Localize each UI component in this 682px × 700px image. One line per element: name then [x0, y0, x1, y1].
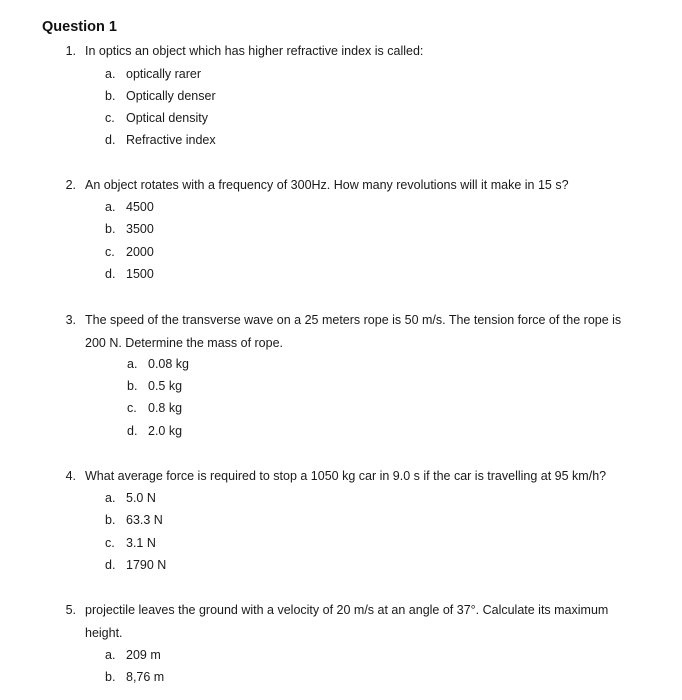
option-text: Optically denser — [126, 89, 216, 103]
option-text: 3500 — [126, 222, 154, 236]
option-item — [127, 401, 182, 415]
option-letter: b. — [105, 670, 116, 684]
option-item — [105, 513, 163, 527]
option-letter: c. — [105, 536, 115, 550]
option-item — [105, 245, 154, 259]
question-number: 3. — [65, 313, 76, 327]
option-letter: a. — [105, 648, 116, 662]
option-text: Optical density — [126, 111, 208, 125]
option-item — [127, 357, 189, 371]
option-letter: b. — [105, 89, 116, 103]
option-letter: a. — [105, 67, 116, 81]
question-number: 1. — [65, 44, 76, 58]
option-item — [105, 222, 154, 236]
option-letter: d. — [105, 558, 116, 572]
question-text: An object rotates with a frequency of 300Hz. How many revolutions will it make in 15 s? — [85, 178, 569, 192]
question-text-line-1: The speed of the transverse wave on a 25 meters rope is 50 m/s. The tension force of the rope is — [85, 313, 622, 327]
option-text: 1500 — [126, 267, 154, 281]
option-letter: b. — [127, 379, 138, 393]
option-text: 2.0 kg — [148, 424, 183, 438]
option-item — [105, 133, 216, 147]
option-text: 0.8 kg — [148, 401, 183, 415]
option-item — [127, 424, 182, 438]
option-text: 0.5 kg — [148, 379, 183, 393]
option-letter: b. — [105, 513, 116, 527]
option-item — [105, 111, 208, 125]
question-text: In optics an object which has higher refractive index is called: — [85, 44, 424, 58]
option-text: 2000 — [126, 245, 154, 259]
option-item — [105, 670, 164, 684]
option-text: 63.3 N — [126, 513, 163, 527]
option-text: 3.1 N — [126, 536, 156, 550]
question-number: 2. — [65, 178, 76, 192]
option-letter: a. — [105, 491, 116, 505]
option-text: optically rarer — [126, 67, 202, 81]
option-item — [105, 648, 161, 662]
option-item — [105, 536, 156, 550]
option-item — [105, 89, 216, 103]
option-item — [127, 379, 182, 393]
option-text: Refractive index — [126, 133, 216, 147]
option-item — [105, 491, 156, 505]
option-text: 5.0 N — [126, 491, 156, 505]
section-heading: Question 1 — [42, 19, 117, 35]
option-text: 8,76 m — [126, 670, 165, 684]
option-text: 0.08 kg — [148, 357, 190, 371]
option-letter: d. — [105, 267, 116, 281]
option-letter: a. — [127, 357, 138, 371]
option-item — [105, 67, 201, 81]
option-item — [105, 267, 154, 281]
option-text: 1790 N — [126, 558, 167, 572]
option-letter: d. — [105, 133, 116, 147]
option-item — [105, 558, 166, 572]
question-text-line-2: height. — [85, 626, 123, 640]
question-text-line-1: projectile leaves the ground with a velocity of 20 m/s at an angle of 37°. Calculate its maximum — [85, 603, 609, 617]
option-letter: c. — [105, 111, 115, 125]
question-text-line-2: 200 N. Determine the mass of rope. — [85, 336, 284, 350]
question-number: 4. — [65, 469, 76, 483]
option-text: 4500 — [126, 200, 154, 214]
question-number: 5. — [65, 603, 76, 617]
option-letter: c. — [105, 245, 115, 259]
option-letter: d. — [127, 424, 138, 438]
option-letter: c. — [127, 401, 137, 415]
question-text: What average force is required to stop a 1050 kg car in 9.0 s if the car is travelling at 95 km/h? — [85, 469, 607, 483]
option-text: 209 m — [126, 648, 161, 662]
option-item — [105, 200, 154, 214]
option-letter: b. — [105, 222, 116, 236]
option-letter: a. — [105, 200, 116, 214]
